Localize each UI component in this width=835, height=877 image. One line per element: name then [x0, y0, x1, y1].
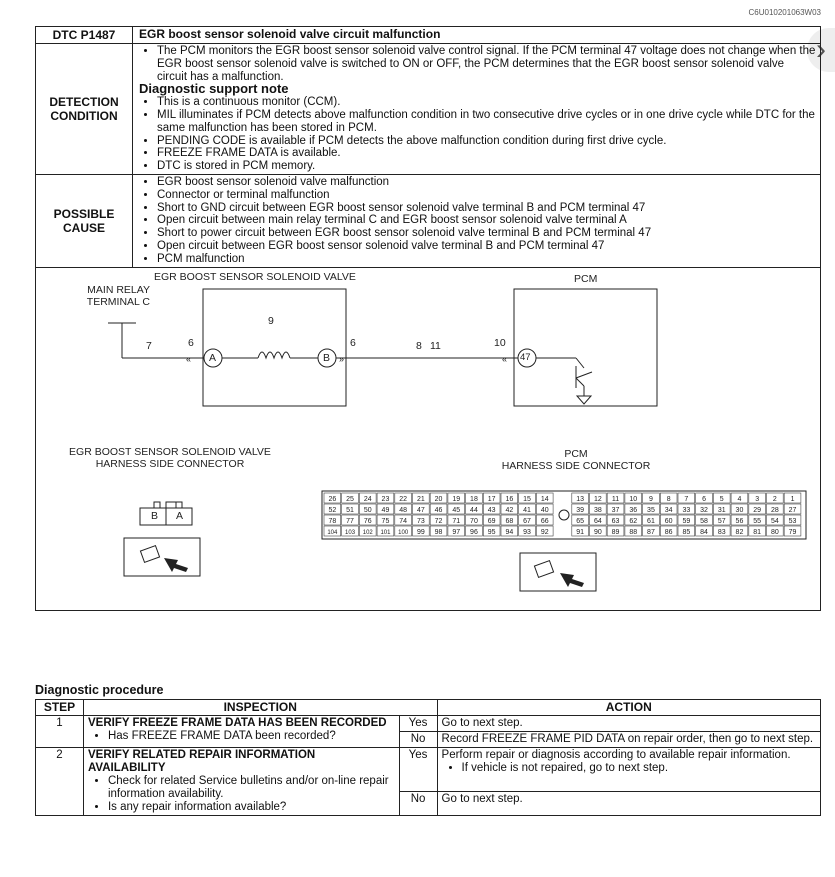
pcm-pin-label: 101 — [380, 529, 391, 536]
step-bullet: • Is any repair information available? — [108, 801, 395, 814]
pcm-pin-label: 80 — [770, 528, 779, 536]
pcm-pin-label: 88 — [629, 528, 638, 536]
pcm-pin-label: 71 — [452, 517, 461, 525]
cause-item: • Short to GND circuit between EGR boost sensor solenoid valve terminal B and PCM terminal 47 — [157, 202, 816, 215]
pcm-pin-label: 67 — [523, 517, 531, 525]
wire-number-8: 8 — [416, 339, 422, 352]
cause-label-line1: POSSIBLE — [53, 206, 115, 221]
pcm-pin-label: 11 — [611, 495, 620, 503]
cause-item: • EGR boost sensor solenoid valve malfunction — [157, 176, 816, 189]
valve-connector-latch — [166, 502, 176, 508]
transistor-collector — [576, 358, 584, 368]
pcm-pin-label: 85 — [682, 528, 691, 536]
pcm-pin-label: 94 — [505, 528, 514, 536]
pcm-pin-label: 104 — [327, 529, 338, 536]
pin-b-label: B — [323, 351, 331, 364]
pcm-pin-label: 40 — [540, 506, 549, 514]
valve-connector-title-line2: HARNESS SIDE CONNECTOR — [95, 457, 245, 470]
transistor-emitter — [576, 378, 584, 386]
pin-47-label: 47 — [520, 351, 531, 363]
connector-mark: « — [186, 353, 192, 364]
yes-label: Yes — [399, 716, 437, 732]
pcm-pin-label: 102 — [362, 529, 373, 536]
pcm-pin-label: 5 — [719, 495, 724, 503]
transistor-input — [576, 372, 592, 378]
cause-content — [133, 175, 820, 267]
pcm-pin-label: 68 — [505, 517, 514, 525]
pcm-box — [514, 289, 657, 406]
wire-number-6a: 6 — [188, 336, 194, 349]
pcm-pin-label: 86 — [664, 528, 673, 536]
no-action: Record FREEZE FRAME PID DATA on repair order, then go to next step. — [437, 732, 820, 748]
pcm-pin-label: 23 — [381, 495, 390, 503]
detection-label-line1: DETECTION — [49, 94, 119, 109]
main-relay-label — [74, 284, 150, 308]
col-action: ACTION — [437, 700, 820, 716]
pcm-pin-label: 37 — [611, 506, 620, 514]
pcm-pin-label: 34 — [664, 506, 673, 514]
cause-label — [36, 175, 133, 267]
yes-label: Yes — [399, 748, 437, 792]
valve-title: EGR BOOST SENSOR SOLENOID VALVE — [154, 270, 356, 283]
pin-a-label: A — [209, 351, 217, 364]
support-note-item: • DTC is stored in PCM memory. — [157, 160, 816, 173]
pcm-pin-label: 89 — [611, 528, 620, 536]
pcm-pin-label: 54 — [770, 517, 779, 525]
procedure-header-row — [36, 700, 821, 716]
table-row — [36, 748, 821, 792]
step-inspection — [83, 748, 399, 816]
pcm-pin-label: 6 — [702, 495, 707, 503]
pcm-pin-label: 21 — [416, 495, 425, 503]
pcm-pin-label: 97 — [452, 528, 461, 536]
pcm-pin-label: 69 — [487, 517, 496, 525]
pcm-pin-label: 78 — [328, 517, 337, 525]
pcm-pin-label: 58 — [700, 517, 708, 525]
detection-label-line2: CONDITION — [50, 108, 118, 123]
pcm-pin-label: 20 — [434, 495, 443, 503]
pcm-pin-label: 72 — [434, 517, 443, 525]
pcm-pin-label: 48 — [399, 506, 408, 514]
pcm-pin-label: 64 — [593, 517, 602, 525]
pcm-pin-label: 93 — [523, 528, 531, 536]
step-number: 1 — [36, 716, 84, 748]
pcm-connector-title — [466, 448, 686, 472]
pcm-pin-label: 44 — [470, 506, 478, 514]
valve-connector-pin-b: B — [151, 509, 159, 522]
pcm-pin-label: 60 — [664, 517, 673, 525]
pcm-pin-label: 90 — [593, 528, 602, 536]
valve-connector-title-line1: EGR BOOST SENSOR SOLENOID VALVE — [69, 445, 271, 458]
pcm-pin-label: 10 — [629, 495, 638, 503]
support-note-item: • MIL illuminates if PCM detects above malfunction condition in two consecutive drive cycles or in one drive cycle while DTC for the same malfunction has been stored in PCM. — [157, 109, 816, 135]
pcm-pin-label: 63 — [611, 517, 620, 525]
connector-view-icon — [140, 545, 159, 562]
document-code: C6U010201063W03 — [748, 8, 821, 17]
pcm-pin-label: 98 — [434, 528, 443, 536]
procedure-table — [35, 699, 821, 816]
pcm-pin-label: 57 — [717, 517, 726, 525]
pcm-title: PCM — [574, 272, 598, 285]
pcm-pin-label: 66 — [540, 517, 549, 525]
pcm-pin-label: 100 — [398, 529, 409, 536]
pcm-pin-label: 99 — [416, 528, 425, 536]
pcm-pin-label: 8 — [666, 495, 671, 503]
pcm-pin-label: 45 — [452, 506, 461, 514]
pcm-pin-label: 31 — [717, 506, 726, 514]
arrow-icon — [560, 573, 584, 587]
wire-number-11: 11 — [430, 339, 441, 352]
dtc-table — [35, 26, 821, 611]
wire-number-6b: 6 — [350, 336, 356, 349]
pcm-pin-label: 7 — [684, 495, 689, 503]
no-action: Go to next step. — [437, 791, 820, 815]
pcm-pin-label: 33 — [682, 506, 691, 514]
pcm-pin-label: 19 — [452, 495, 461, 503]
support-note-title: Diagnostic support note — [139, 81, 289, 97]
ground-symbol — [577, 396, 591, 404]
no-label: No — [399, 732, 437, 748]
pcm-pin-label: 35 — [647, 506, 655, 514]
wire-number-10: 10 — [494, 336, 506, 349]
next-page-arrow-icon[interactable]: › — [807, 28, 835, 72]
pcm-pin-label: 1 — [790, 495, 795, 503]
pcm-pin-label: 91 — [576, 528, 585, 536]
valve-connector-pin-a: A — [176, 509, 184, 522]
support-note-item: • PENDING CODE is available if PCM detects the above malfunction condition during first drive cycle. — [157, 135, 816, 148]
pcm-pin-label: 51 — [346, 506, 354, 514]
pcm-pin-label: 22 — [399, 495, 408, 503]
wiring-diagram-section — [36, 268, 820, 610]
pcm-pin-label: 75 — [381, 517, 390, 525]
valve-connector-view-box — [124, 538, 200, 576]
procedure-title: Diagnostic procedure — [35, 683, 164, 697]
cause-row — [36, 175, 820, 268]
pcm-pin-label: 83 — [717, 528, 726, 536]
no-label: No — [399, 791, 437, 815]
pcm-pin-label: 62 — [629, 517, 638, 525]
step-number: 2 — [36, 748, 84, 816]
connector-mark: » — [339, 353, 345, 364]
dtc-code: DTC P1487 — [36, 27, 133, 43]
pcm-pin-label: 81 — [753, 528, 762, 536]
cause-item: • PCM malfunction — [157, 253, 816, 266]
pcm-connector-view-box — [520, 553, 596, 591]
pcm-pin-label: 46 — [434, 506, 443, 514]
wire-number-9: 9 — [268, 314, 274, 327]
pcm-pin-label: 65 — [576, 517, 585, 525]
pcm-pin-label: 28 — [770, 506, 779, 514]
step-title: VERIFY RELATED REPAIR INFORMATION AVAILABILITY — [87, 749, 316, 774]
pcm-pin-label: 74 — [399, 517, 408, 525]
pcm-pin-label: 24 — [363, 495, 372, 503]
pcm-pin-label: 14 — [540, 495, 549, 503]
cause-label-line2: CAUSE — [62, 220, 105, 235]
pcm-pin-label: 30 — [735, 506, 744, 514]
pcm-pin-label: 55 — [753, 517, 762, 525]
pcm-pin-label: 13 — [576, 495, 585, 503]
pcm-pin-label: 41 — [523, 506, 531, 514]
wire-number-7: 7 — [146, 339, 152, 352]
pcm-pin-label: 12 — [593, 495, 602, 503]
pcm-pin-label: 36 — [629, 506, 638, 514]
pcm-pin-label: 39 — [576, 506, 585, 514]
cause-item: • Connector or terminal malfunction — [157, 189, 816, 202]
valve-connector-tab — [154, 502, 160, 508]
wiring-diagram — [36, 268, 820, 610]
connector-view-icon — [534, 560, 553, 577]
main-relay-line2: TERMINAL C — [86, 295, 150, 308]
main-relay-line1: MAIN RELAY — [87, 283, 150, 296]
pcm-pin-label: 43 — [487, 506, 496, 514]
detection-main-text: • The PCM monitors the EGR boost sensor solenoid valve control signal. If the PCM terminal 47 voltage does not change when the EGR boost sensor solenoid valve is switched to ON or OFF, the PCM determines that the EGR boost sensor solenoid valve circuit has a malfunction. — [157, 45, 816, 83]
coil-symbol — [258, 352, 290, 358]
yes-action-sub: • If vehicle is not repaired, go to next step. — [462, 762, 816, 775]
step-bullet: • Has FREEZE FRAME DATA been recorded? — [108, 730, 395, 743]
pcm-connector-title-line2: HARNESS SIDE CONNECTOR — [501, 459, 651, 472]
pcm-pin-label: 47 — [416, 506, 425, 514]
pcm-pin-label: 70 — [470, 517, 478, 525]
valve-connector-title — [50, 446, 290, 470]
valve-connector-tab — [176, 502, 182, 508]
detection-content — [133, 44, 820, 174]
pcm-pin-label: 76 — [363, 517, 372, 525]
pcm-connector-title-line1: PCM — [564, 447, 588, 460]
pcm-pin-label: 87 — [647, 528, 655, 536]
dtc-title: EGR boost sensor solenoid valve circuit malfunction — [139, 27, 441, 41]
pcm-pin-label: 3 — [755, 495, 760, 503]
pcm-pin-label: 92 — [540, 528, 549, 536]
pcm-pin-label: 16 — [505, 495, 514, 503]
support-note-item: • FREEZE FRAME DATA is available. — [157, 147, 816, 160]
pcm-pin-label: 15 — [523, 495, 531, 503]
pcm-pin-label: 84 — [700, 528, 708, 536]
pcm-pin-label: 56 — [735, 517, 744, 525]
step-inspection — [83, 716, 399, 748]
pcm-pin-label: 52 — [328, 506, 337, 514]
pcm-pin-label: 49 — [381, 506, 390, 514]
col-step: STEP — [36, 700, 84, 716]
pcm-pin-label: 4 — [737, 495, 742, 503]
cause-item: • Open circuit between EGR boost sensor solenoid valve terminal B and PCM terminal 47 — [157, 240, 816, 253]
pcm-pin-label: 27 — [788, 506, 797, 514]
pcm-pin-label: 18 — [470, 495, 478, 503]
pcm-pin-label: 2 — [772, 495, 777, 503]
pcm-pin-label: 95 — [487, 528, 496, 536]
pcm-pin-label: 82 — [735, 528, 744, 536]
pcm-pin-label: 79 — [788, 528, 797, 536]
table-row — [36, 716, 821, 732]
pcm-pin-label: 26 — [328, 495, 337, 503]
yes-action: Perform repair or diagnosis according to available repair information. — [441, 749, 791, 761]
dtc-header-row — [36, 27, 820, 44]
pcm-pin-label: 50 — [363, 506, 372, 514]
step-title: VERIFY FREEZE FRAME DATA HAS BEEN RECORDED — [87, 717, 387, 729]
valve-box — [203, 289, 346, 406]
pcm-pin-label: 53 — [788, 517, 797, 525]
pcm-pin-label: 17 — [487, 495, 496, 503]
pcm-pin-label: 96 — [470, 528, 478, 536]
pcm-pin-label: 77 — [346, 517, 354, 525]
step-bullet: • Check for related Service bulletins and/or on-line repair information availability. — [108, 775, 395, 801]
pcm-pin-label: 32 — [700, 506, 708, 514]
support-note-item: • This is a continuous monitor (CCM). — [157, 96, 816, 109]
pcm-pin-label: 25 — [346, 495, 354, 503]
pcm-connector-key — [559, 510, 569, 520]
pcm-pin-label: 73 — [416, 517, 425, 525]
pcm-pin-label: 103 — [345, 529, 356, 536]
detection-label — [36, 44, 133, 174]
yes-action-cell — [437, 748, 820, 792]
detection-row — [36, 44, 820, 175]
arrow-icon — [164, 558, 188, 572]
pcm-pin-label: 59 — [682, 517, 691, 525]
connector-mark: « — [502, 353, 508, 364]
pcm-pin-label: 61 — [647, 517, 655, 525]
pcm-pin-label: 9 — [648, 495, 653, 503]
pcm-pin-label: 42 — [505, 506, 514, 514]
pcm-pin-label: 29 — [753, 506, 762, 514]
yes-action: Go to next step. — [437, 716, 820, 732]
pcm-pin-label: 38 — [593, 506, 602, 514]
col-inspection: INSPECTION — [83, 700, 437, 716]
cause-item: • Open circuit between main relay terminal C and EGR boost sensor solenoid valve terminal A — [157, 214, 816, 227]
cause-item: • Short to power circuit between EGR boost sensor solenoid valve terminal B and PCM terminal 47 — [157, 227, 816, 240]
